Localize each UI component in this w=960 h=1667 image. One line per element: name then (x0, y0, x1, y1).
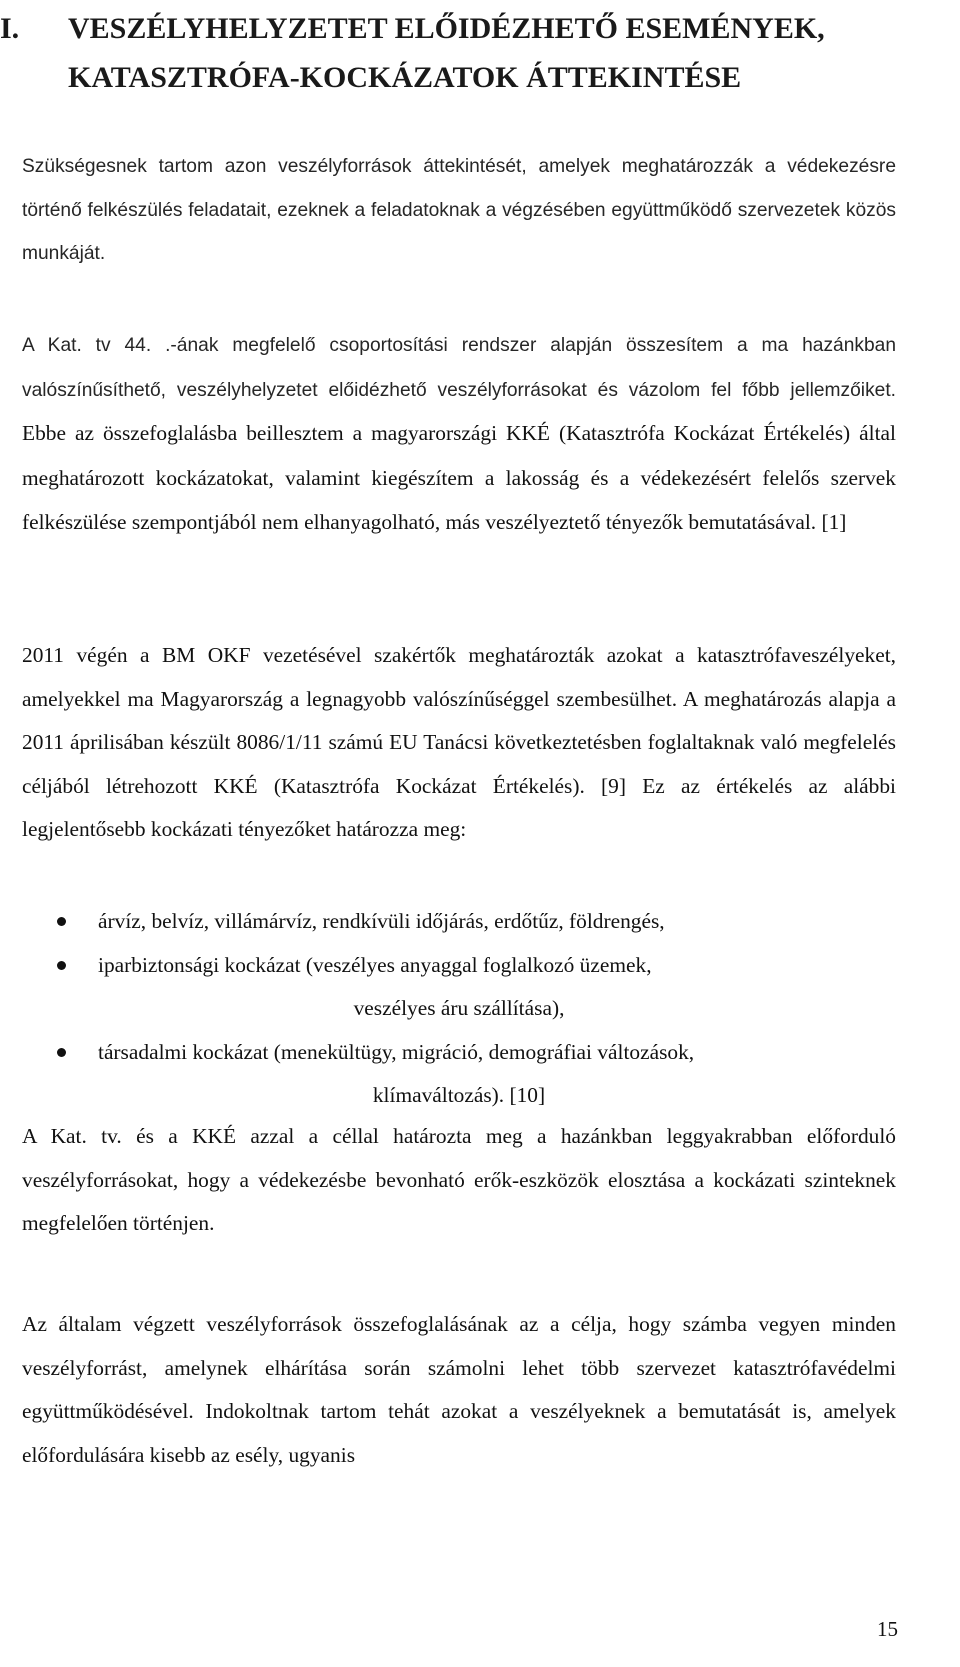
paragraph-purpose: Az általam végzett veszélyforrások összefoglalásának az a célja, hogy számba vegyen minden veszélyforrást, amelynek elhárítása során számolni lehet több szervezet katasztrófavédelmi együttműködésével. Indokoltnak tartom tehát azokat a veszélyeknek a bemutatását is, amelyek előfordulására kisebb az esély, ugyanis (22, 1312, 896, 1467)
list-item-continuation: veszélyes áru szállítása), (353, 996, 565, 1021)
list-item-continuation: klímaváltozás). [10] (372, 1083, 546, 1108)
list-item-text: társadalmi kockázat (menekültügy, migráció, demográfiai változások, (98, 1039, 695, 1064)
paragraph-grouping-sans-part: A Kat. tv 44. .-ának megfelelő csoportosítási rendszer alapján összesítem a ma hazánkban valószínűsíthető, veszélyhelyzetet előidézhető veszélyforrásokat és vázolom fel főbb jellemzőiket. (22, 335, 896, 401)
paragraph-grouping (22, 324, 896, 546)
bullet-icon (57, 1048, 66, 1057)
paragraph-risk-assessment: 2011 végén a BM OKF vezetésével szakértők meghatározták azokat a katasztrófaveszélyeket, amelyekkel ma Magyarország a legnagyobb valószínűséggel szembesülhet. A meghatározás alapja a 2011 áprilisában készült 8086/1/11 számú EU Tanácsi következtetésben foglaltaknak való megfelelés céljából létrehozott KKÉ (Katasztrófa Kockázat Értékelés). [9] Ez az értékelés az alábbi legjelentősebb kockázati tényezőket határozza meg: (22, 643, 896, 842)
section-title-line-2: KATASZTRÓFA-KOCKÁZATOK ÁTTEKINTÉSE (68, 61, 742, 94)
paragraph-grouping-serif-part: Ebbe az összefoglalásba beillesztem a magyarországi KKÉ (Katasztrófa Kockázat Értékelés) által meghatározott kockázatokat, valamint kiegészítem a lakosság és a védekezésért felelős szervek felkészülése szempontjából nem elhanyagolható, más veszélyeztető tényezők bemutatásával. [1] (22, 421, 896, 535)
list-item-text: árvíz, belvíz, villámárvíz, rendkívüli időjárás, erdőtűz, földrengés, (98, 909, 665, 933)
risk-factor-list (22, 900, 896, 1118)
page-number: 15 (877, 1617, 898, 1641)
list-item (22, 944, 896, 1031)
list-item (22, 1031, 896, 1118)
bullet-icon (57, 961, 66, 970)
section-title-line-1: VESZÉLYHELYZETET ELŐIDÉZHETŐ ESEMÉNYEK, (68, 12, 825, 45)
section-number: I. (0, 12, 20, 45)
paragraph-allocation: A Kat. tv. és a KKÉ azzal a céllal határozta meg a hazánkban leggyakrabban előforduló veszélyforrásokat, hogy a védekezésbe bevonható erők-eszközök elosztása a kockázati szinteknek megfelelően történjen. (22, 1124, 896, 1236)
bullet-icon (57, 917, 66, 926)
list-item-text: iparbiztonsági kockázat (veszélyes anyaggal foglalkozó üzemek, (98, 952, 652, 977)
list-item (22, 900, 896, 944)
paragraph-intro: Szükségesnek tartom azon veszélyforrások áttekintését, amelyek meghatározzák a védekezésre történő felkészülés feladatait, ezeknek a feladatoknak a végzésében együttműködő szervezetek közös munkáját. (22, 156, 896, 265)
